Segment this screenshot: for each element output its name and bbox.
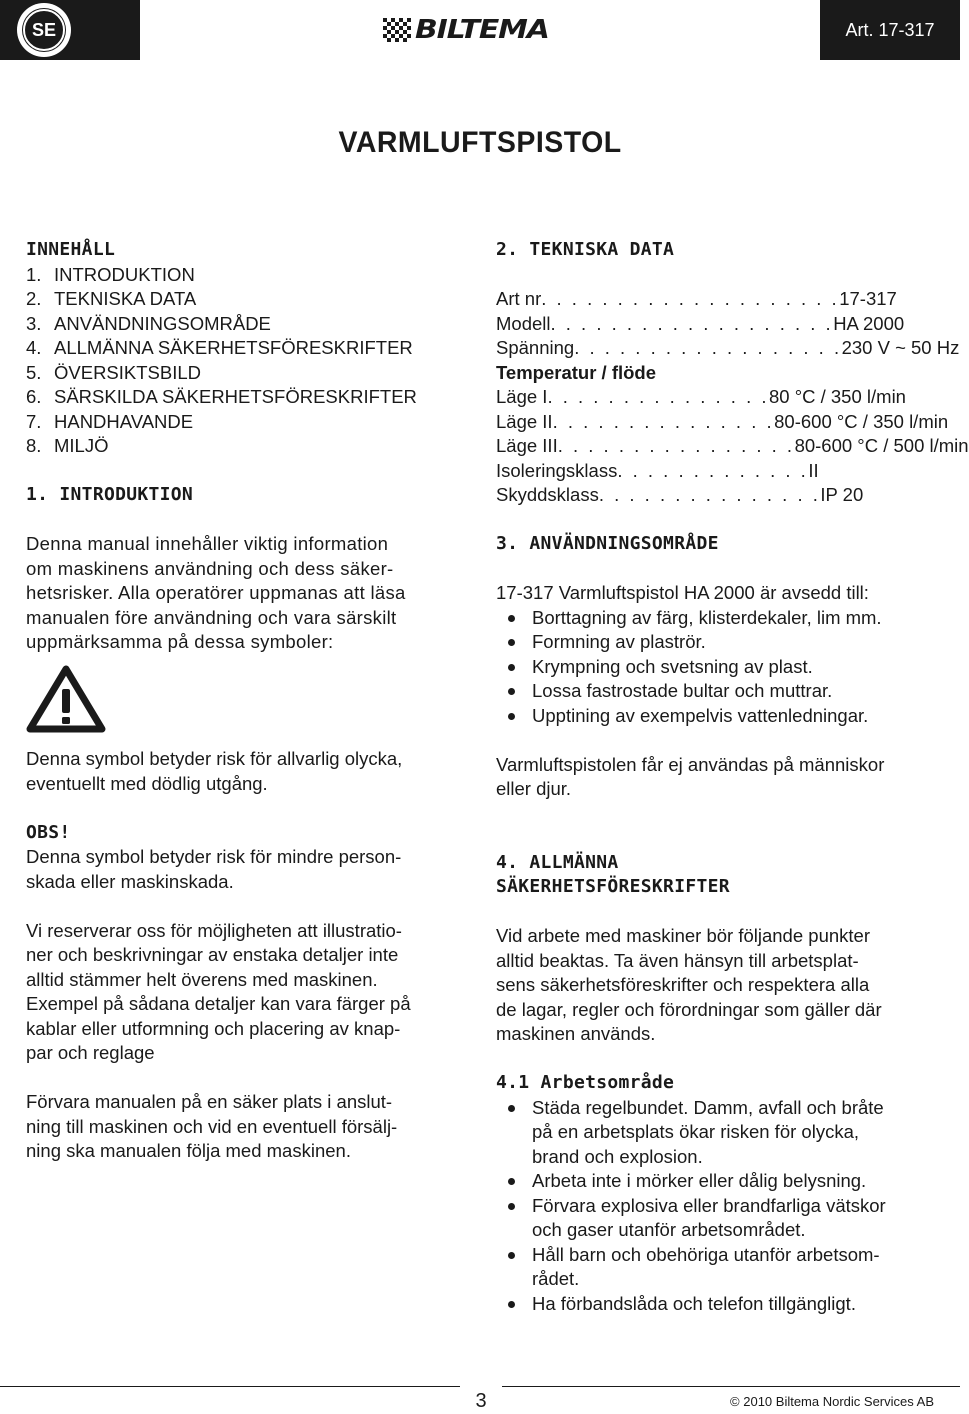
text-line: de lagar, regler och förordningar som gäller där xyxy=(496,998,882,1020)
list-item xyxy=(496,1194,936,1243)
intro-paragraph xyxy=(26,532,466,655)
list-item: Krympning och svetsning av plast. xyxy=(496,655,936,680)
text-line: alltid stämmer helt överens med maskinen. xyxy=(26,968,378,990)
text-line: manualen före användning och vara särskilt xyxy=(26,606,397,628)
text-line: Förvara explosiva eller brandfarliga vätskor xyxy=(532,1194,886,1216)
storage-paragraph xyxy=(26,1090,466,1164)
toc-num: 6. xyxy=(26,386,42,407)
text-line: maskinen används. xyxy=(496,1023,656,1044)
text-line: par och reglage xyxy=(26,1042,155,1063)
safety-heading xyxy=(496,851,936,900)
toc-item xyxy=(26,385,466,410)
text-line: rådet. xyxy=(532,1268,580,1289)
toc-label: SÄRSKILDA SÄKERHETSFÖRESKRIFTER xyxy=(54,386,417,407)
brand-logo xyxy=(383,15,549,45)
obs-paragraph xyxy=(26,845,466,894)
toc-num: 5. xyxy=(26,361,42,383)
spec-value: 17-317 xyxy=(839,288,897,309)
use-heading: 3. ANVÄNDNINGSOMRÅDE xyxy=(496,533,719,554)
toc-num: 1. xyxy=(26,263,42,285)
spec-value: II xyxy=(808,459,819,481)
text-line: Arbeta inte i mörker eller dålig belysning. xyxy=(532,1170,867,1191)
spec-row xyxy=(496,410,949,435)
language-badge xyxy=(22,8,66,52)
warning-triangle-icon xyxy=(26,665,106,733)
brand-name: BILTEMA xyxy=(415,15,549,45)
list-item xyxy=(496,1169,936,1194)
toc-item xyxy=(26,361,466,386)
text-line: Håll barn och obehöriga utanför arbetsom- xyxy=(532,1243,880,1265)
spec-dots: . . . . . . . . . . . . . . . . xyxy=(557,435,795,456)
spec-label: Art nr xyxy=(496,288,542,309)
spec-value: 80-600 °C / 350 l/min xyxy=(774,410,949,432)
safety-heading-line: SÄKERHETSFÖRESKRIFTER xyxy=(496,876,730,897)
spec-value: 80-600 °C / 500 l/min xyxy=(794,435,969,456)
text-line: alltid beaktas. Ta även hänsyn till arbetsplat- xyxy=(496,949,859,971)
toc-item xyxy=(26,312,466,337)
spec-dots: . . . . . . . . . . . . . . . xyxy=(598,484,821,505)
spec-list-general xyxy=(496,287,960,361)
text-line: Denna manual innehåller viktig information xyxy=(26,533,389,554)
safety-heading-line: 4. ALLMÄNNA xyxy=(496,851,619,873)
text-line: kablar eller utformning och placering av knap- xyxy=(26,1017,401,1039)
page-title-text: VARMLUFTSPISTOL xyxy=(338,126,622,159)
spec-dots: . . . . . . . . . . . . . . . xyxy=(552,410,775,432)
text-line: Ha förbandslåda och telefon tillgängligt. xyxy=(532,1292,856,1314)
list-item: Borttagning av färg, klisterdekaler, lim mm. xyxy=(496,606,936,631)
spec-row xyxy=(496,287,936,312)
list-item xyxy=(496,1243,936,1292)
text-line: Städa regelbundet. Damm, avfall och bråte xyxy=(532,1096,884,1118)
use-list xyxy=(496,606,936,729)
toc-item xyxy=(26,410,466,435)
warning-paragraph xyxy=(26,747,466,796)
copyright: © 2010 Biltema Nordic Services AB xyxy=(730,1394,934,1409)
language-code: SE xyxy=(23,9,65,51)
spec-label: Läge III xyxy=(496,435,558,456)
toc-item xyxy=(26,336,466,361)
spec-label: Skyddsklass xyxy=(496,484,599,505)
toc-label: HANDHAVANDE xyxy=(54,410,194,432)
text-line: hetsrisker. Alla operatörer uppmanas att läsa xyxy=(26,582,406,603)
text-line: eller djur. xyxy=(496,778,572,799)
text-line: Varmluftspistolen får ej användas på människor xyxy=(496,753,885,775)
toc-item xyxy=(26,263,466,288)
spec-label: Läge I xyxy=(496,386,548,407)
text-line: uppmärksamma på dessa symboler: xyxy=(26,631,334,652)
spec-row xyxy=(496,336,960,361)
spec-dots: . . . . . . . . . . . . . . . xyxy=(547,386,769,407)
header-left-band xyxy=(0,0,140,60)
page-number: 3 xyxy=(475,1390,487,1412)
toc-label: ALLMÄNNA SÄKERHETSFÖRESKRIFTER xyxy=(54,337,413,358)
list-item: Lossa fastrostade bultar och muttrar. xyxy=(496,679,936,704)
right-column xyxy=(496,238,969,1316)
toc-num: 2. xyxy=(26,288,42,309)
text-line: ning till maskinen och vid en eventuell försälj- xyxy=(26,1115,398,1137)
list-item: Formning av plaströr. xyxy=(496,630,936,655)
text-line: Exempel på sådana detaljer kan vara färger på xyxy=(26,993,411,1014)
safety-paragraph xyxy=(496,924,936,1047)
toc-num: 3. xyxy=(26,312,42,334)
toc-label: ANVÄNDNINGSOMRÅDE xyxy=(54,312,271,334)
reserve-paragraph xyxy=(26,919,466,1066)
spec-dots: . . . . . . . . . . . . . . . . . . . xyxy=(550,312,834,334)
spec-value: 230 V ~ 50 Hz xyxy=(841,337,960,358)
toc-label: MILJÖ xyxy=(54,435,109,456)
spec-label: Modell xyxy=(496,312,551,334)
spec-row xyxy=(496,483,936,508)
use-note xyxy=(496,753,936,802)
page-title xyxy=(0,126,960,160)
use-intro: 17-317 Varmluftspistol HA 2000 är avsedd till: xyxy=(496,582,869,603)
spec-dots: . . . . . . . . . . . . . xyxy=(617,459,809,481)
toc-num: 4. xyxy=(26,337,42,358)
text-line: brand och explosion. xyxy=(532,1145,703,1167)
spec-row xyxy=(496,434,969,459)
intro-heading: 1. INTRODUKTION xyxy=(26,484,194,505)
spec-value: HA 2000 xyxy=(833,312,905,334)
spec-list-temperature xyxy=(496,385,969,508)
spec-dots: . . . . . . . . . . . . . . . . . . . . xyxy=(541,288,840,309)
spec-value: IP 20 xyxy=(820,484,864,505)
text-line: Förvara manualen på en säker plats i anslut- xyxy=(26,1091,393,1112)
checkered-flag-icon xyxy=(383,18,411,42)
text-line: om maskinens användning och dess säker- xyxy=(26,557,394,579)
spec-value: 80 °C / 350 l/min xyxy=(769,386,906,407)
toc-label: INTRODUKTION xyxy=(54,263,195,285)
toc-list xyxy=(26,263,466,459)
work-area-heading: 4.1 Arbetsområde xyxy=(496,1072,675,1093)
text-line: och gaser utanför arbetsområdet. xyxy=(532,1219,806,1240)
temperature-heading: Temperatur / flöde xyxy=(496,361,657,383)
text-line: sens säkerhetsföreskrifter och respektera alla xyxy=(496,974,870,995)
toc-heading: INNEHÅLL xyxy=(26,239,116,260)
toc-num: 8. xyxy=(26,435,42,456)
spec-row xyxy=(496,312,936,337)
spec-row xyxy=(496,459,936,484)
text-line: eventuellt med dödlig utgång. xyxy=(26,772,268,794)
text-line: ning ska manualen följa med maskinen. xyxy=(26,1140,351,1161)
spec-dots: . . . . . . . . . . . . . . . . . . xyxy=(574,337,842,358)
obs-heading: OBS! xyxy=(26,821,71,843)
list-item: Upptining av exempelvis vattenledningar. xyxy=(496,704,936,729)
spec-label: Spänning xyxy=(496,337,575,358)
text-line: Denna symbol betyder risk för allvarlig olycka, xyxy=(26,748,403,769)
toc-label: TEKNISKA DATA xyxy=(54,288,197,309)
tech-heading: 2. TEKNISKA DATA xyxy=(496,239,675,260)
spec-label: Isoleringsklass xyxy=(496,459,618,481)
text-line: Denna symbol betyder risk för mindre person- xyxy=(26,846,402,867)
left-column xyxy=(26,238,466,1164)
spec-label: Läge II xyxy=(496,410,553,432)
list-item xyxy=(496,1096,936,1170)
text-line: skada eller maskinskada. xyxy=(26,870,234,892)
list-item xyxy=(496,1292,936,1317)
spec-row xyxy=(496,385,936,410)
toc-item xyxy=(26,434,466,459)
text-line: på en arbetsplats ökar risken för olycka, xyxy=(532,1121,859,1142)
toc-item xyxy=(26,287,466,312)
text-line: ner och beskrivningar av enstaka detaljer inte xyxy=(26,944,399,965)
toc-label: ÖVERSIKTSBILD xyxy=(54,361,202,383)
text-line: Vi reserverar oss för möjligheten att illustratio- xyxy=(26,919,402,941)
toc-num: 7. xyxy=(26,410,42,432)
article-number: Art. 17-317 xyxy=(820,0,960,60)
work-area-list xyxy=(496,1096,936,1317)
text-line: Vid arbete med maskiner bör följande punkter xyxy=(496,925,870,946)
